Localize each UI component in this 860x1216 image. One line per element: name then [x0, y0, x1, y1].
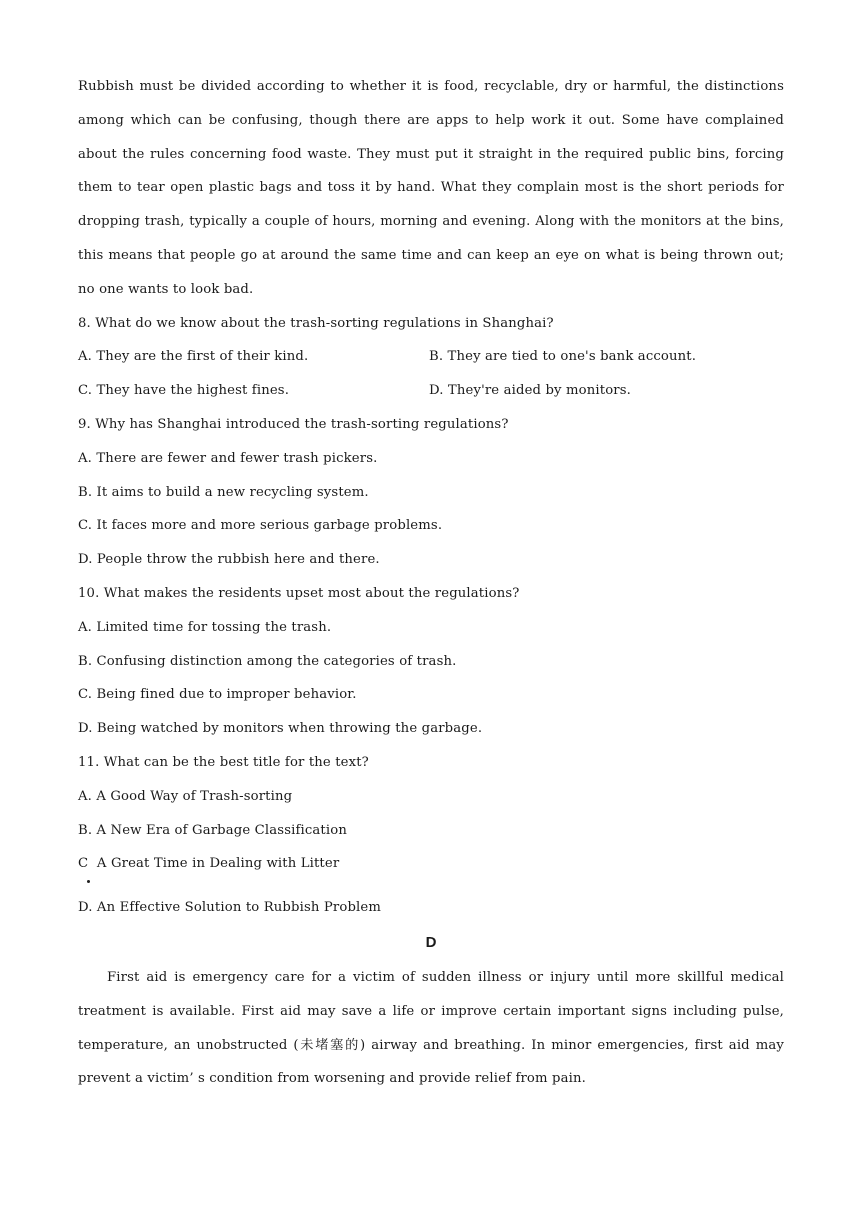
question-8-options-row-1: [78, 340, 784, 374]
question-11-option-b: B. A New Era of Garbage Classification: [78, 822, 347, 838]
question-10-option-b: B. Confusing distinction among the categories of trash.: [78, 653, 457, 669]
question-10-option-a: A. Limited time for tossing the trash.: [78, 619, 332, 635]
document-page: [78, 70, 784, 1096]
question-8-option-d: D. They're aided by monitors.: [429, 383, 632, 399]
question-11-option-d: D. An Effective Solution to Rubbish Problem: [78, 900, 382, 916]
question-9-stem: 9. Why has Shanghai introduced the trash-sorting regulations?: [78, 416, 509, 432]
question-9-option-d: D. People throw the rubbish here and there.: [78, 552, 380, 568]
question-10-option-d: D. Being watched by monitors when throwing the garbage.: [78, 721, 483, 737]
question-8-option-c: C. They have the highest fines.: [78, 383, 290, 399]
passage-c-paragraph: Rubbish must be divided according to whether it is food, recyclable, dry or harmful, the distinctions among which can be confusing, though there are apps to help work it out. Some have complained about the rules concerning food waste. They must put it straight in the required public bins, forcing them to tear open plastic bags and toss it by hand. What they complain most is the short periods for dropping trash, typically a couple of hours, morning and evening. Along with the monitors at the bins, this means that people go at around the same time and can keep an eye on what is being thrown out; no one wants to look bad.: [78, 79, 784, 297]
stray-dot-mark: [78, 881, 784, 891]
question-9-option-b: B. It aims to build a new recycling system.: [78, 484, 369, 500]
question-8-option-a: A. They are the first of their kind.: [78, 349, 309, 365]
question-8-stem: 8. What do we know about the trash-sorting regulations in Shanghai?: [78, 315, 554, 331]
question-11-option-c: C A Great Time in Dealing with Litter: [78, 856, 340, 872]
dot-mark: [87, 880, 90, 883]
section-d-heading: D: [425, 933, 437, 951]
question-10-stem: 10. What makes the residents upset most about the regulations?: [78, 585, 520, 601]
question-11-stem: 11. What can be the best title for the text?: [78, 754, 369, 770]
question-8-option-b: B. They are tied to one's bank account.: [429, 349, 697, 365]
question-8-options-row-2: [78, 374, 784, 408]
question-11-option-a: A. A Good Way of Trash-sorting: [78, 788, 293, 804]
question-9-option-a: A. There are fewer and fewer trash pickers.: [78, 450, 378, 466]
section-d-paragraph: First aid is emergency care for a victim of sudden illness or injury until more skillful medical treatment is available. First aid may save a life or improve certain important signs including pulse, temperature, an unobstructed (未堵塞的) airway and breathing. In minor emergencies, first aid may prevent a victim’ s condition from worsening and provide relief from pain.: [78, 969, 784, 1087]
question-9-option-c: C. It faces more and more serious garbage problems.: [78, 518, 443, 534]
question-10-option-c: C. Being fined due to improper behavior.: [78, 687, 357, 703]
